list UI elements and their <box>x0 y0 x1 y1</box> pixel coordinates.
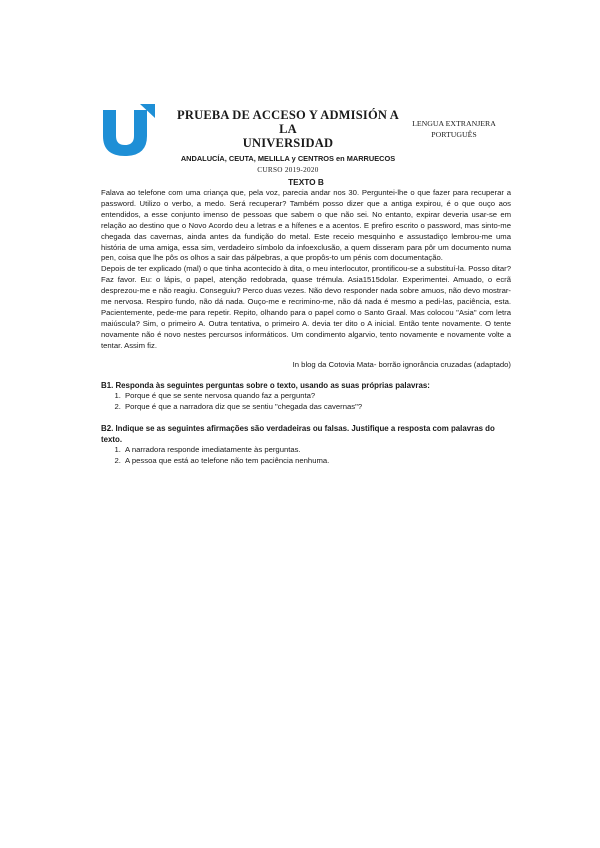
list-item: 2. A pessoa que está ao telefone não tem paciência nenhuma. <box>123 456 511 467</box>
list-item: 1. A narradora responde imediatamente às perguntas. <box>123 445 511 456</box>
texto-paragraph-1: Falava ao telefone com uma criança que, pela voz, parecia andar nos 30. Perguntei-lhe o que fazer para recuperar a password. Utilizo o verbo, a medo. Será recuperar? Também posso dizer que a antiga expirou, é o que ouço aos entendidos, a esse conjunto imenso de pessoas que sabem o que não sei. No entanto, expirar deveria usar-se em relação ao destino que o Novo Acordo deu a letras e a hífenes e a acentos. E prefiro escrito o password, mas sinto-me chegada das cavernas, ainda antes da fundição do metal. Este receio mesquinho e assustadiço lembrou-me uma história de uma amiga, essa sim, verdadeiro símbolo da infoexclusão, a quem disseram para pôr um documento numa pen, coisa que lhe pôs os olhos a sair das pálpebras, a que propôs-to um pénis com documentação. <box>101 188 511 263</box>
b1-heading: B1. Responda às seguintes perguntas sobre o texto, usando as suas próprias palavras: <box>101 380 430 390</box>
exam-year: CURSO 2019-2020 <box>257 166 319 174</box>
b2-heading: B2. Indique se as seguintes afirmações são verdadeiras ou falsas. Justifique a resposta com palavras do texto. <box>101 424 495 444</box>
exam-title-line1: PRUEBA DE ACCESO Y ADMISIÓN A LA <box>177 108 399 136</box>
exam-content <box>101 177 511 466</box>
texto-paragraph-2: Depois de ter explicado (mal) o que tinha acontecido à dita, o meu interlocutor, prontificou-se a substituí-la. Posso ditar? Faz favor. Eu: o lápis, o papel, atenção redobrada, quase trémula. Asia1515dolar. Experimentei. Amuado, o ecrã desprezou-me e não reagiu. Conseguiu? Perco duas vezes. Não devo responder nada sobre amuos, não devo mostrar-me nervosa. Respiro fundo, não dá nada. Ouço-me e recrimino-me, não dá nada é mesmo a pedi-las, paciência, esta. Pacientemente, pede-me para repetir. Repito, olhando para o papel como o Santo Graal. Mas colocou "Asia" com letra maiúscula? Sim, o primeiro A. Outra tentativa, o primeiro A. devia ter dito o A inicial. Então tente novamente. O tente novamente não é novo nestes percursos informáticos. Um condimento algarvio, tento novamente e novamente volte a tentar. Assim fiz. <box>101 264 511 350</box>
list-item: 2. Porque é que a narradora diz que se sentiu "chegada das cavernas"? <box>123 402 511 413</box>
university-u-logo-icon <box>100 104 156 156</box>
subject-line2: PORTUGUÊS <box>431 130 477 139</box>
b2-list <box>101 445 511 466</box>
exam-subtitle: ANDALUCÍA, CEUTA, MELILLA y CENTROS en MARRUECOS <box>180 154 396 163</box>
texto-source: In blog da Cotovia Mata- borrão ignorância cruzadas (adaptado) <box>292 359 511 369</box>
b1-list <box>101 391 511 412</box>
list-item: 1. Porque é que se sente nervosa quando faz a pergunta? <box>123 391 511 402</box>
exam-header <box>168 108 408 174</box>
subject-line1: LENGUA EXTRANJERA <box>412 119 496 128</box>
exam-title-line2: UNIVERSIDAD <box>242 136 334 150</box>
subject-label <box>400 118 508 140</box>
texto-title: TEXTO B <box>288 177 324 187</box>
